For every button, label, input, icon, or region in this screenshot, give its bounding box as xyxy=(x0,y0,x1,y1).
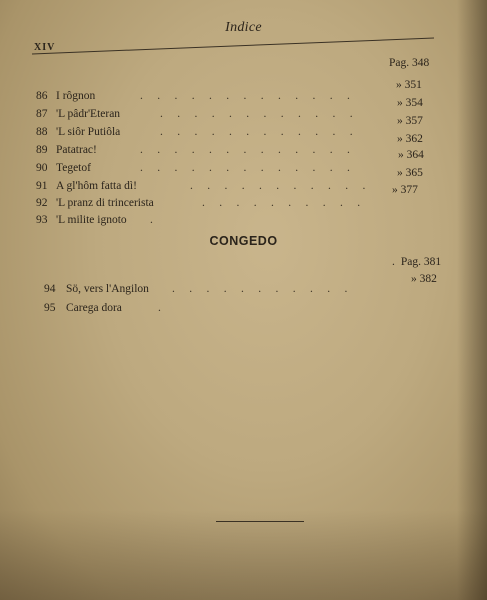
section-heading: CONGEDO xyxy=(209,234,278,248)
dot-leader: . xyxy=(392,256,395,268)
entry-title: A gl'hôm fatta dì! xyxy=(56,180,137,192)
page-ref-label: Pag. 381 xyxy=(400,256,442,268)
toc-entry xyxy=(0,302,487,320)
page-ref-top: Pag. 348 xyxy=(389,57,430,69)
dot-leader: . . . . . . . . . . . . . xyxy=(140,162,350,174)
dot-leader: . xyxy=(158,302,161,314)
entry-title: Carega dora xyxy=(66,302,122,314)
page-ref-top xyxy=(392,256,441,268)
dot-leader: . . . . . . . . . . . . . xyxy=(140,144,350,156)
dot-leader: . . . . . . . . . . . . . xyxy=(140,90,350,102)
entry-title: 'L pâdr'Eteran xyxy=(56,108,121,120)
entry-number: 91 xyxy=(36,180,48,192)
entry-title: I rôgnon xyxy=(56,90,96,102)
entry-number: 86 xyxy=(36,90,48,102)
entry-title: Sö, vers l'Angilon xyxy=(66,283,149,295)
dot-leader: . . . . . . . . . . . xyxy=(190,180,366,192)
entry-page: » 365 xyxy=(397,167,423,179)
entry-page: » 351 xyxy=(396,79,422,91)
dot-leader: . . . . . . . . . . . xyxy=(172,283,348,295)
entry-title: Patatrac! xyxy=(56,144,97,156)
entry-number: 87 xyxy=(36,108,48,120)
dot-leader: . . . . . . . . . . . . xyxy=(160,108,353,120)
entry-page: » 382 xyxy=(411,273,437,285)
entry-page: » 357 xyxy=(397,115,423,127)
dot-leader: . . . . . . . . . . . . xyxy=(160,126,353,138)
entry-page: » 354 xyxy=(397,97,423,109)
header-rule xyxy=(30,36,434,58)
entry-number: 88 xyxy=(36,126,48,138)
entry-number: 94 xyxy=(44,283,56,295)
entry-number: 93 xyxy=(36,214,48,226)
entry-number: 92 xyxy=(36,197,48,209)
dot-leader: . xyxy=(150,214,153,226)
entry-page: » 364 xyxy=(398,149,424,161)
entry-page: » 362 xyxy=(397,133,423,145)
entry-number: 95 xyxy=(44,302,56,314)
dot-leader: . . . . . . . . . . xyxy=(202,197,361,209)
toc-entry xyxy=(0,214,487,232)
toc-entry xyxy=(0,273,487,301)
folio: XIV xyxy=(34,42,56,53)
entry-page: » 377 xyxy=(392,184,418,196)
entry-number: 90 xyxy=(36,162,48,174)
entry-number: 89 xyxy=(36,144,48,156)
entry-title: 'L pranz di trincerista xyxy=(56,197,154,209)
entry-title: 'L milite ignoto xyxy=(56,214,127,226)
entry-title: 'L siôr Putiôla xyxy=(56,126,121,138)
page-bottom-shadow xyxy=(0,510,487,600)
entry-title: Tegetof xyxy=(56,162,91,174)
running-title: Indice xyxy=(225,20,262,35)
